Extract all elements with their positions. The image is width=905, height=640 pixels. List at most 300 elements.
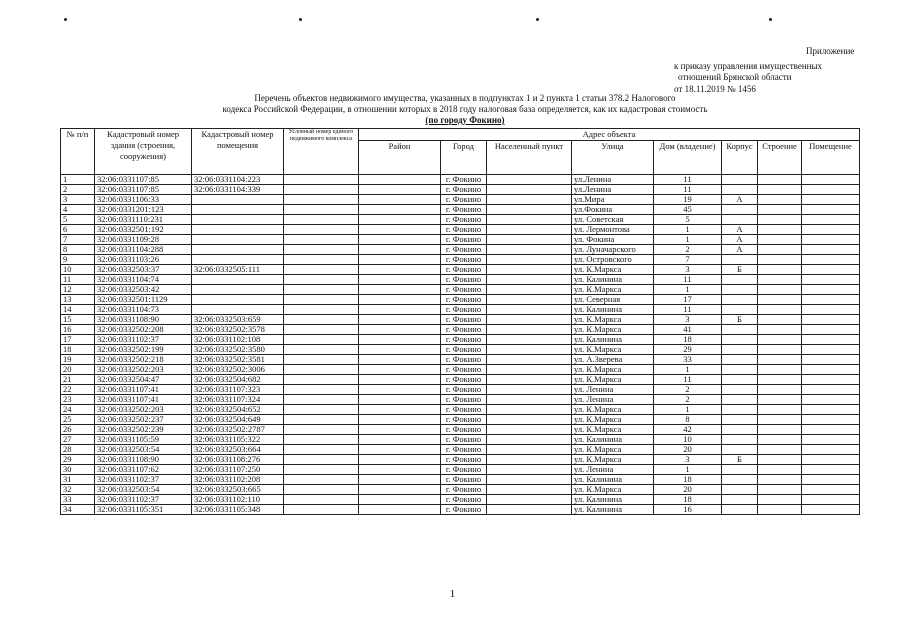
cell-district	[359, 405, 441, 415]
cell-district	[359, 305, 441, 315]
cell-korpus	[722, 325, 758, 335]
cell-num: 28	[61, 445, 95, 455]
cell-korpus	[722, 345, 758, 355]
cell-house: 19	[654, 195, 722, 205]
cell-stroenie	[758, 225, 802, 235]
table-row	[61, 375, 860, 385]
cell-building: 32:06:0331107:62	[95, 465, 192, 475]
cell-room	[802, 235, 860, 245]
cell-house: 20	[654, 445, 722, 455]
title-city: (по городу Фокино)	[425, 115, 505, 125]
cell-complex	[284, 375, 359, 385]
cell-room	[802, 215, 860, 225]
cell-num: 31	[61, 475, 95, 485]
cell-num: 20	[61, 365, 95, 375]
cell-num: 11	[61, 275, 95, 285]
table-row	[61, 395, 860, 405]
table-row	[61, 415, 860, 425]
cell-district	[359, 425, 441, 435]
cell-complex	[284, 225, 359, 235]
cell-street: ул.Ленина	[572, 185, 654, 195]
cell-num: 17	[61, 335, 95, 345]
cell-street: ул. Ленина	[572, 385, 654, 395]
cell-house: 11	[654, 275, 722, 285]
cell-premises: 32:06:0332504:649	[192, 415, 284, 425]
cell-num: 12	[61, 285, 95, 295]
cell-building: 32:06:0331105:351	[95, 505, 192, 515]
cell-korpus	[722, 205, 758, 215]
cell-premises: 32:06:0332502:2787	[192, 425, 284, 435]
cell-district	[359, 265, 441, 275]
header-korpus: Корпус	[722, 141, 758, 175]
cell-premises: 32:06:0332504:652	[192, 405, 284, 415]
page-number: 1	[449, 588, 456, 600]
cell-stroenie	[758, 405, 802, 415]
cell-stroenie	[758, 295, 802, 305]
cell-street: ул. К.Маркса	[572, 485, 654, 495]
table-row	[61, 465, 860, 475]
cell-street: ул. А.Зверева	[572, 355, 654, 365]
table-row	[61, 425, 860, 435]
cell-house: 5	[654, 215, 722, 225]
cell-room	[802, 435, 860, 445]
table-row	[61, 325, 860, 335]
cell-stroenie	[758, 415, 802, 425]
cell-building: 32:06:0332502:239	[95, 425, 192, 435]
cell-room	[802, 315, 860, 325]
cell-house: 1	[654, 285, 722, 295]
cell-district	[359, 325, 441, 335]
cell-num: 33	[61, 495, 95, 505]
cell-district	[359, 475, 441, 485]
cell-house: 1	[654, 225, 722, 235]
cell-locality	[487, 245, 572, 255]
cell-street: ул. Калинина	[572, 335, 654, 345]
cell-num: 9	[61, 255, 95, 265]
cell-street: ул. К.Маркса	[572, 425, 654, 435]
table-body	[61, 175, 860, 515]
cell-city: г. Фокино	[441, 235, 487, 245]
cell-stroenie	[758, 445, 802, 455]
cell-city: г. Фокино	[441, 495, 487, 505]
cell-room	[802, 475, 860, 485]
cell-house: 20	[654, 485, 722, 495]
document-title	[150, 93, 780, 126]
cell-stroenie	[758, 465, 802, 475]
cell-district	[359, 285, 441, 295]
cell-complex	[284, 415, 359, 425]
cell-premises: 32:06:0332502:3580	[192, 345, 284, 355]
cell-building: 32:06:0331104:74	[95, 275, 192, 285]
cell-num: 29	[61, 455, 95, 465]
cell-stroenie	[758, 345, 802, 355]
cell-building: 32:06:0331106:33	[95, 195, 192, 205]
scan-dot	[299, 18, 302, 21]
cell-premises: 32:06:0332503:664	[192, 445, 284, 455]
cell-complex	[284, 395, 359, 405]
cell-house: 18	[654, 475, 722, 485]
header-num: № п/п	[61, 129, 95, 175]
cell-city: г. Фокино	[441, 265, 487, 275]
cell-house: 8	[654, 415, 722, 425]
cell-district	[359, 235, 441, 245]
cell-room	[802, 285, 860, 295]
cell-city: г. Фокино	[441, 285, 487, 295]
cell-stroenie	[758, 375, 802, 385]
cell-district	[359, 465, 441, 475]
table-row	[61, 265, 860, 275]
cell-city: г. Фокино	[441, 185, 487, 195]
cell-locality	[487, 295, 572, 305]
appendix-department: отношений Брянской области	[678, 72, 792, 82]
table-row	[61, 445, 860, 455]
cell-korpus: Б	[722, 455, 758, 465]
cell-city: г. Фокино	[441, 195, 487, 205]
cell-premises: 32:06:0331102:110	[192, 495, 284, 505]
cell-korpus: А	[722, 245, 758, 255]
cell-district	[359, 225, 441, 235]
cell-district	[359, 245, 441, 255]
cell-complex	[284, 335, 359, 345]
cell-korpus	[722, 295, 758, 305]
cell-district	[359, 255, 441, 265]
cell-room	[802, 185, 860, 195]
cell-premises: 32:06:0331107:250	[192, 465, 284, 475]
table-row	[61, 405, 860, 415]
cell-room	[802, 385, 860, 395]
cell-street: ул. К.Маркса	[572, 445, 654, 455]
cell-korpus	[722, 445, 758, 455]
cell-district	[359, 495, 441, 505]
cell-city: г. Фокино	[441, 295, 487, 305]
cell-room	[802, 345, 860, 355]
cell-locality	[487, 405, 572, 415]
cell-city: г. Фокино	[441, 385, 487, 395]
cell-premises: 32:06:0331102:108	[192, 335, 284, 345]
cell-stroenie	[758, 475, 802, 485]
cell-korpus	[722, 215, 758, 225]
cell-building: 32:06:0332502:203	[95, 405, 192, 415]
cell-house: 3	[654, 265, 722, 275]
cell-house: 7	[654, 255, 722, 265]
table-row	[61, 435, 860, 445]
header-street: Улица	[572, 141, 654, 175]
cell-house: 2	[654, 385, 722, 395]
cell-premises	[192, 195, 284, 205]
cell-num: 4	[61, 205, 95, 215]
cell-building: 32:06:0331201:123	[95, 205, 192, 215]
cell-korpus	[722, 255, 758, 265]
cell-room	[802, 365, 860, 375]
cell-city: г. Фокино	[441, 355, 487, 365]
table-row	[61, 175, 860, 185]
cell-stroenie	[758, 215, 802, 225]
cell-house: 29	[654, 345, 722, 355]
table-row	[61, 305, 860, 315]
cell-premises: 32:06:0331104:339	[192, 185, 284, 195]
cell-street: ул. Калинина	[572, 495, 654, 505]
cell-locality	[487, 175, 572, 185]
cell-street: ул.Мира	[572, 195, 654, 205]
property-table	[60, 128, 860, 515]
cell-house: 11	[654, 185, 722, 195]
cell-room	[802, 275, 860, 285]
cell-complex	[284, 475, 359, 485]
cell-house: 3	[654, 315, 722, 325]
cell-room	[802, 355, 860, 365]
cell-house: 42	[654, 425, 722, 435]
cell-city: г. Фокино	[441, 455, 487, 465]
cell-stroenie	[758, 355, 802, 365]
cell-premises	[192, 295, 284, 305]
cell-room	[802, 245, 860, 255]
cell-stroenie	[758, 335, 802, 345]
cell-stroenie	[758, 195, 802, 205]
cell-locality	[487, 495, 572, 505]
cell-korpus	[722, 185, 758, 195]
cell-street: ул. Калинина	[572, 275, 654, 285]
cell-complex	[284, 305, 359, 315]
cell-house: 18	[654, 495, 722, 505]
cell-city: г. Фокино	[441, 365, 487, 375]
cell-district	[359, 345, 441, 355]
cell-stroenie	[758, 505, 802, 515]
cell-room	[802, 375, 860, 385]
cell-city: г. Фокино	[441, 315, 487, 325]
cell-premises: 32:06:0332503:659	[192, 315, 284, 325]
cell-premises: 32:06:0331102:208	[192, 475, 284, 485]
cell-room	[802, 505, 860, 515]
title-line-1: Перечень объектов недвижимого имущества, указанных в подпунктах 1 и 2 пункта 1 статьи 378.2 Налогового	[254, 93, 676, 103]
cell-building: 32:06:0332502:199	[95, 345, 192, 355]
cell-premises: 32:06:0332503:665	[192, 485, 284, 495]
cell-premises: 32:06:0331105:322	[192, 435, 284, 445]
cell-building: 32:06:0332502:203	[95, 365, 192, 375]
cell-building: 32:06:0332503:54	[95, 485, 192, 495]
cell-stroenie	[758, 255, 802, 265]
header-stroenie: Строение	[758, 141, 802, 175]
cell-street: ул. Луначарского	[572, 245, 654, 255]
cell-stroenie	[758, 495, 802, 505]
cell-street: ул.Фокина	[572, 205, 654, 215]
cell-stroenie	[758, 385, 802, 395]
cell-district	[359, 365, 441, 375]
cell-korpus: А	[722, 225, 758, 235]
cell-korpus	[722, 335, 758, 345]
cell-house: 33	[654, 355, 722, 365]
cell-locality	[487, 465, 572, 475]
cell-building: 32:06:0331102:37	[95, 475, 192, 485]
cell-stroenie	[758, 305, 802, 315]
cell-locality	[487, 325, 572, 335]
cell-building: 32:06:0332501:192	[95, 225, 192, 235]
cell-district	[359, 295, 441, 305]
cell-city: г. Фокино	[441, 305, 487, 315]
cell-city: г. Фокино	[441, 255, 487, 265]
cell-num: 16	[61, 325, 95, 335]
table-row	[61, 185, 860, 195]
cell-korpus: Б	[722, 315, 758, 325]
cell-city: г. Фокино	[441, 485, 487, 495]
table-row	[61, 505, 860, 515]
cell-building: 32:06:0331107:41	[95, 395, 192, 405]
cell-premises: 32:06:0332505:111	[192, 265, 284, 275]
cell-locality	[487, 455, 572, 465]
cell-building: 32:06:0332502:218	[95, 355, 192, 365]
cell-city: г. Фокино	[441, 505, 487, 515]
cell-num: 32	[61, 485, 95, 495]
cell-room	[802, 265, 860, 275]
cell-locality	[487, 415, 572, 425]
cell-complex	[284, 265, 359, 275]
cell-district	[359, 385, 441, 395]
cell-district	[359, 485, 441, 495]
cell-building: 32:06:0331110:231	[95, 215, 192, 225]
cell-street: ул. Лермонтова	[572, 225, 654, 235]
scan-dot	[64, 18, 67, 21]
cell-city: г. Фокино	[441, 335, 487, 345]
cell-street: ул. Калинина	[572, 305, 654, 315]
cell-room	[802, 335, 860, 345]
cell-korpus	[722, 365, 758, 375]
table-row	[61, 355, 860, 365]
cell-korpus	[722, 375, 758, 385]
cell-city: г. Фокино	[441, 225, 487, 235]
cell-room	[802, 455, 860, 465]
cell-city: г. Фокино	[441, 175, 487, 185]
table-row	[61, 345, 860, 355]
cell-building: 32:06:0332503:54	[95, 445, 192, 455]
cell-num: 3	[61, 195, 95, 205]
cell-locality	[487, 215, 572, 225]
cell-room	[802, 495, 860, 505]
cell-num: 15	[61, 315, 95, 325]
cell-street: ул. К.Маркса	[572, 345, 654, 355]
cell-num: 2	[61, 185, 95, 195]
appendix-date-number: от 18.11.2019 № 1456	[674, 84, 756, 94]
cell-korpus	[722, 465, 758, 475]
cell-complex	[284, 185, 359, 195]
cell-complex	[284, 355, 359, 365]
cell-house: 41	[654, 325, 722, 335]
cell-korpus	[722, 475, 758, 485]
appendix-order: к приказу управления имущественных	[674, 61, 823, 71]
cell-num: 26	[61, 425, 95, 435]
cell-house: 17	[654, 295, 722, 305]
cell-house: 18	[654, 335, 722, 345]
cell-premises	[192, 225, 284, 235]
cell-street: ул.Ленина	[572, 175, 654, 185]
cell-complex	[284, 205, 359, 215]
table-row	[61, 475, 860, 485]
cell-building: 32:06:0332503:37	[95, 265, 192, 275]
cell-city: г. Фокино	[441, 275, 487, 285]
cell-locality	[487, 315, 572, 325]
cell-street: ул. Калинина	[572, 435, 654, 445]
cell-room	[802, 415, 860, 425]
cell-num: 27	[61, 435, 95, 445]
cell-stroenie	[758, 485, 802, 495]
cell-korpus	[722, 275, 758, 285]
cell-premises: 32:06:0331108:276	[192, 455, 284, 465]
table-row	[61, 225, 860, 235]
cell-locality	[487, 235, 572, 245]
cell-district	[359, 415, 441, 425]
cell-complex	[284, 345, 359, 355]
cell-complex	[284, 385, 359, 395]
cell-complex	[284, 245, 359, 255]
cell-stroenie	[758, 205, 802, 215]
header-address: Адрес объекта	[359, 129, 860, 141]
cell-complex	[284, 405, 359, 415]
cell-locality	[487, 435, 572, 445]
cell-house: 1	[654, 405, 722, 415]
header-complex: Условный номер единого недвижимого комплекса	[284, 129, 359, 175]
table-row	[61, 485, 860, 495]
cell-premises: 32:06:0331107:323	[192, 385, 284, 395]
title-line-2: кодекса Российской Федерации, в отношении которых в 2018 году налоговая база определяется, как их кадастровая стоимость	[222, 104, 708, 114]
cell-korpus	[722, 425, 758, 435]
cell-city: г. Фокино	[441, 345, 487, 355]
cell-locality	[487, 185, 572, 195]
cell-locality	[487, 355, 572, 365]
header-building: Кадастровый номер здания (строения, сооружения)	[95, 129, 192, 175]
cell-building: 32:06:0331102:37	[95, 335, 192, 345]
cell-building: 32:06:0331104:288	[95, 245, 192, 255]
cell-building: 32:06:0331104:73	[95, 305, 192, 315]
cell-stroenie	[758, 235, 802, 245]
cell-korpus: А	[722, 195, 758, 205]
cell-locality	[487, 285, 572, 295]
cell-house: 11	[654, 375, 722, 385]
cell-room	[802, 175, 860, 185]
table-row	[61, 315, 860, 325]
cell-street: ул. Калинина	[572, 475, 654, 485]
cell-district	[359, 185, 441, 195]
cell-district	[359, 445, 441, 455]
cell-room	[802, 445, 860, 455]
cell-city: г. Фокино	[441, 215, 487, 225]
cell-district	[359, 175, 441, 185]
cell-street: ул. Северная	[572, 295, 654, 305]
cell-district	[359, 435, 441, 445]
cell-korpus	[722, 285, 758, 295]
cell-stroenie	[758, 265, 802, 275]
table-row	[61, 195, 860, 205]
cell-num: 13	[61, 295, 95, 305]
cell-korpus	[722, 495, 758, 505]
cell-korpus	[722, 415, 758, 425]
cell-complex	[284, 325, 359, 335]
cell-korpus	[722, 395, 758, 405]
cell-num: 22	[61, 385, 95, 395]
cell-num: 6	[61, 225, 95, 235]
cell-complex	[284, 485, 359, 495]
cell-premises	[192, 285, 284, 295]
cell-stroenie	[758, 285, 802, 295]
cell-street: ул. К.Маркса	[572, 265, 654, 275]
cell-building: 32:06:0331107:85	[95, 185, 192, 195]
cell-locality	[487, 345, 572, 355]
cell-complex	[284, 465, 359, 475]
cell-district	[359, 315, 441, 325]
cell-korpus	[722, 435, 758, 445]
cell-house: 2	[654, 395, 722, 405]
cell-korpus	[722, 305, 758, 315]
cell-building: 32:06:0332503:42	[95, 285, 192, 295]
cell-premises	[192, 255, 284, 265]
cell-room	[802, 305, 860, 315]
